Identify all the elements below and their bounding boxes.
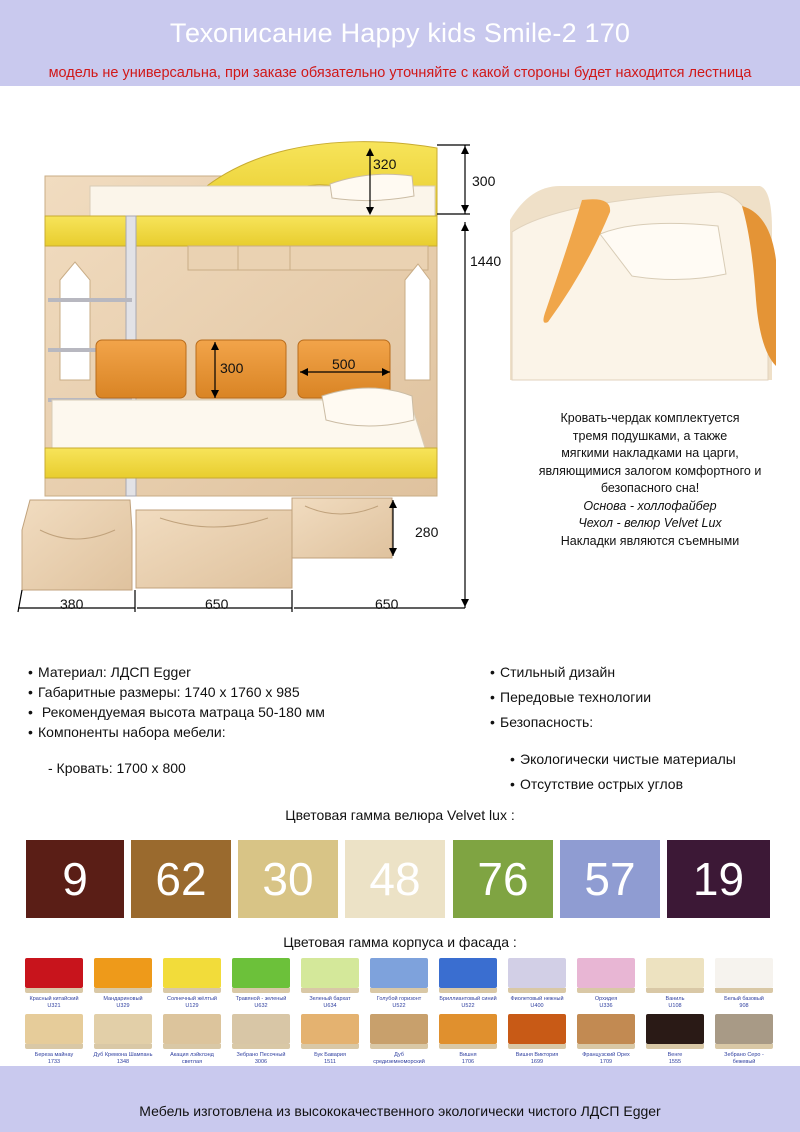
color-chip-code: 1709 (599, 1059, 613, 1065)
color-chip-caption (507, 996, 567, 1010)
spec-material: • Материал: ЛДСП Egger (28, 664, 191, 680)
color-chip (438, 958, 498, 1010)
corpus-title: Цветовая гамма корпуса и фасада : (283, 934, 517, 950)
color-chip-name: Береза майнау (34, 1052, 74, 1058)
color-chip-caption (576, 996, 636, 1010)
color-chip (714, 1014, 774, 1073)
color-chip-name: Голубой горизонт (376, 996, 422, 1002)
color-chip-tile (646, 958, 704, 988)
color-chip-caption (231, 996, 291, 1010)
color-chip (714, 958, 774, 1010)
color-chip-caption (93, 1052, 153, 1066)
color-chip-code: 1511 (324, 1059, 336, 1065)
color-chip-code: U632 (254, 1003, 268, 1009)
color-chip (300, 1014, 360, 1066)
color-chip-name: Французский Орех (582, 1052, 630, 1058)
color-chip-caption (507, 1052, 567, 1066)
velour-swatch: 19 (667, 840, 770, 918)
dim-cushion-height: 300 (220, 360, 244, 376)
color-chip-caption (645, 996, 705, 1010)
desc-cover: Чехол - велюр Velvet Lux (578, 516, 722, 530)
color-chip-caption (24, 1052, 84, 1066)
desc-line: безопасного сна! (600, 481, 700, 495)
color-chip-name: Акация лэйклэнд светлая (170, 1052, 214, 1065)
color-chip-name: Бук Бавария (314, 1052, 346, 1058)
color-chip-tile (577, 1014, 635, 1044)
color-chip (645, 1014, 705, 1066)
color-chip-tile (577, 958, 635, 988)
footer-text: Мебель изготовлена из высококачественного экологически чистого ЛДСП Egger (139, 1103, 661, 1119)
color-chip-tile (715, 1014, 773, 1044)
color-chip-code: U329 (116, 1003, 130, 1009)
color-chip (231, 958, 291, 1010)
desc-line: Кровать-чердак комплектуется (560, 411, 740, 425)
color-chip-caption (24, 996, 84, 1010)
color-chip-tile (439, 958, 497, 988)
footer-band (0, 1066, 800, 1132)
color-chip-code: 1348 (116, 1059, 130, 1065)
dim-total-height: 1440 (470, 253, 502, 269)
velour-swatch: 48 (345, 840, 445, 918)
color-chip-tile (232, 958, 290, 988)
desc-line: тремя подушками, а также (572, 428, 728, 443)
color-chip-tile (163, 958, 221, 988)
spec-bed-size: - Кровать: 1700 х 800 (48, 760, 186, 776)
velour-swatch: 9 (26, 840, 124, 918)
color-chip-tile (646, 1014, 704, 1044)
spec-components: • Компоненты набора мебели: (28, 724, 226, 740)
color-chip-code: U321 (47, 1003, 61, 1009)
color-chip-name: Зебрано Серо - бежевый (724, 1052, 764, 1065)
color-chip-caption (576, 1052, 636, 1066)
color-chip-name: Фиолетовый нежный (510, 996, 564, 1002)
spec-dimensions: • Габаритные размеры: 1740 х 1760 х 985 (28, 684, 300, 700)
color-chip (24, 1014, 84, 1066)
color-chip-caption (231, 1052, 291, 1066)
color-chip-code: U336 (599, 1003, 613, 1009)
feature-safety: • Безопасность: (490, 714, 594, 730)
color-chip (93, 958, 153, 1010)
dim-width-left: 380 (60, 596, 84, 612)
color-chip-tile (370, 1014, 428, 1044)
color-chip-name: Белый базовый (724, 996, 764, 1002)
color-chip-caption (714, 996, 774, 1010)
dim-top-side: 300 (472, 173, 496, 189)
color-chip-tile (508, 1014, 566, 1044)
desc-base: Основа - холлофайбер (583, 498, 717, 513)
feature-no-corners: • Отсутствие острых углов (510, 776, 684, 792)
color-chip-tile (94, 958, 152, 988)
color-chip (300, 958, 360, 1010)
color-chip-name: Вишня (459, 1052, 477, 1058)
color-chip (162, 1014, 222, 1073)
color-chip-caption (300, 996, 360, 1010)
desc-removable: Накладки являются съемными (560, 533, 740, 548)
color-chip-tile (163, 1014, 221, 1044)
color-chip-code: 1733 (47, 1059, 61, 1065)
color-chip (645, 958, 705, 1010)
color-chip-code: U108 (668, 1003, 682, 1009)
color-chip (507, 1014, 567, 1066)
color-chip-code: 3006 (254, 1059, 268, 1065)
color-chip-caption (645, 1052, 705, 1066)
detail-photo (510, 186, 776, 380)
color-chip-caption (438, 1052, 498, 1066)
color-chip-name: Травяной - зеленый (235, 996, 287, 1002)
color-chip-caption (438, 996, 498, 1010)
color-chip-code: U634 (323, 1003, 337, 1009)
dim-drawer-height: 280 (415, 524, 439, 540)
velour-swatch: 57 (560, 840, 660, 918)
color-chip-tile (508, 958, 566, 988)
color-chip-caption (369, 996, 429, 1010)
color-chip (369, 958, 429, 1010)
color-chip-name: Солнечный жёлтый (167, 996, 217, 1002)
dim-cushion-width: 500 (332, 356, 356, 372)
color-chip (93, 1014, 153, 1066)
color-chip-tile (439, 1014, 497, 1044)
color-chip-caption (93, 996, 153, 1010)
color-chip-tile (25, 1014, 83, 1044)
dim-width-right: 650 (375, 596, 399, 612)
desc-line: являющимися залогом комфортного и (538, 463, 762, 478)
color-chip-name: Мандариновый (103, 996, 143, 1002)
color-chip-name: Красный китайский (29, 996, 79, 1002)
spec-mattress: • Рекомендуемая высота матраца 50-180 мм (28, 704, 325, 720)
feature-tech: • Передовые технологии (490, 689, 652, 705)
desc-line: мягкими накладками на царги, (561, 446, 739, 460)
color-chip-caption (300, 1052, 360, 1066)
color-chip-name: Дуб Кремона Шампань (93, 1052, 153, 1058)
dim-top-pillow: 320 (373, 156, 397, 172)
velour-swatch: 76 (453, 840, 553, 918)
color-chip-name: Вишня Виктория (515, 1052, 559, 1058)
color-chip-code: 908 (739, 1003, 749, 1009)
color-chip-code: 1706 (461, 1059, 475, 1065)
color-chip (507, 958, 567, 1010)
color-chip (576, 958, 636, 1010)
color-chip-tile (301, 1014, 359, 1044)
velour-swatch: 30 (238, 840, 338, 918)
color-chip (231, 1014, 291, 1066)
dim-width-mid: 650 (205, 596, 229, 612)
color-chip-code: 1555 (668, 1059, 682, 1065)
color-chip (576, 1014, 636, 1066)
color-chip-tile (25, 958, 83, 988)
color-chip-tile (370, 958, 428, 988)
page-subtitle: модель не универсальна, при заказе обязательно уточняйте с какой стороны будет находится лестница (48, 65, 752, 81)
color-chip-name: Зеленый бархат (309, 996, 351, 1002)
color-chip-name: Дуб средиземноморский (373, 1052, 425, 1065)
color-chip-name: Ваниль (665, 996, 685, 1002)
color-chip-name: Орхидея (594, 996, 618, 1002)
color-chip-code: U522 (461, 1003, 475, 1009)
color-chip-name: Венге (667, 1052, 683, 1058)
color-chip (24, 958, 84, 1010)
color-chip-code: 1699 (530, 1059, 544, 1065)
color-chip-tile (232, 1014, 290, 1044)
color-chip-code: U522 (392, 1003, 406, 1009)
color-chip (438, 1014, 498, 1066)
color-chip-tile (715, 958, 773, 988)
page-title: Техописание Happy kids Smile-2 170 (169, 18, 631, 48)
velour-title: Цветовая гамма велюра Velvet lux : (285, 807, 515, 823)
cushion-description (515, 410, 785, 550)
feature-design: • Стильный дизайн (490, 664, 616, 680)
color-chip-code: U400 (530, 1003, 544, 1009)
color-chip (369, 1014, 429, 1073)
feature-eco: • Экологически чистые материалы (510, 751, 736, 767)
color-chip-code: U129 (185, 1003, 199, 1009)
color-chip-tile (94, 1014, 152, 1044)
color-chip-caption (162, 996, 222, 1010)
color-chip (162, 958, 222, 1010)
velour-swatch: 62 (131, 840, 231, 918)
color-chip-name: Бриллиантовый синий (439, 996, 497, 1002)
color-chip-name: Зебрано Песочный (236, 1052, 286, 1058)
color-chip-tile (301, 958, 359, 988)
